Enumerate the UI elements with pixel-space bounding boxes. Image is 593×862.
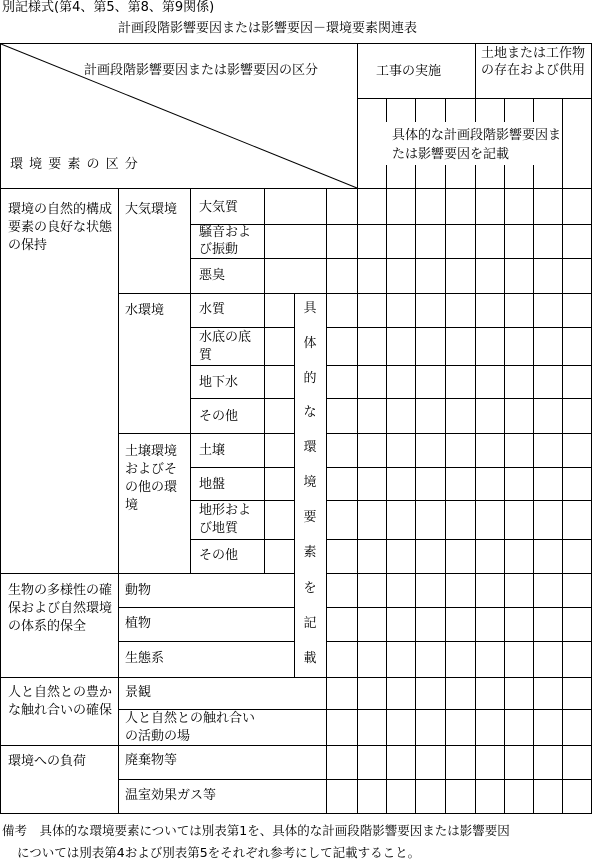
- category-nature-contact: 人と自然との豊かな触れ合いの確保: [8, 685, 113, 718]
- subcategory-landscape: 景観: [125, 685, 152, 700]
- subcategory-nature-contact-place: 人と自然との触れ合いの活動の場: [125, 711, 256, 744]
- item-soil: 土壌: [199, 443, 226, 458]
- remarks-line-2: については別表第4および別表第5をそれぞれ参考にして記載すること。: [17, 845, 421, 860]
- vertical-note-char: 境: [303, 475, 317, 490]
- vertical-note-char: 体: [303, 336, 317, 351]
- form-label: 別記様式(第4、第5、第8、第9関係): [2, 0, 215, 15]
- construction-label: 工事の実施: [376, 64, 442, 79]
- category-environmental-load: 環境への負荷: [8, 754, 87, 769]
- vertical-note-char: 要: [303, 510, 317, 525]
- item-noise-vibration: 騒音および振動: [199, 225, 252, 257]
- item-soil-other: その他: [199, 548, 239, 563]
- item-ground: 地盤: [199, 477, 226, 492]
- subcategory-ghg: 温室効果ガス等: [125, 788, 217, 803]
- vertical-note-char: 素: [303, 545, 317, 560]
- item-odor: 悪臭: [199, 268, 226, 283]
- item-sediment: 水底の底質: [199, 330, 252, 363]
- vertical-note-char: 的: [303, 371, 317, 386]
- item-groundwater: 地下水: [199, 375, 239, 390]
- category-natural-components: 環境の自然的構成要素の良好な状態の保持: [8, 202, 113, 253]
- item-water-quality: 水質: [199, 302, 226, 317]
- remarks-line-1: 備考 具体的な環境要素については別表第1を、具体的な計画段階影響要因または影響要因: [2, 823, 510, 838]
- vertical-note-char: な: [303, 405, 317, 420]
- vertical-note-char: 記: [303, 616, 317, 631]
- land-existence-label: 土地または工作物の存在および供用: [481, 46, 586, 78]
- item-air-quality: 大気質: [199, 200, 239, 215]
- subcategory-air: 大気環境: [125, 202, 178, 217]
- subcategory-ecosystem: 生態系: [125, 651, 165, 666]
- subcategory-water: 水環境: [125, 303, 165, 318]
- subcategory-plants: 植物: [125, 616, 152, 631]
- subcategory-soil: 土壌環境およびその他の環境: [125, 444, 178, 513]
- factor-division-label: 計画段階影響要因または影響要因の区分: [84, 63, 319, 78]
- subcategory-waste: 廃棄物等: [125, 753, 178, 768]
- specific-factor-note: 具体的な計画段階影響要因または影響要因を記載: [392, 128, 562, 162]
- category-biodiversity: 生物の多様性の確保および自然環境の体系的保全: [8, 583, 113, 634]
- item-water-other: その他: [199, 409, 239, 424]
- vertical-note-char: 環: [303, 440, 317, 455]
- vertical-note-char: 載: [303, 651, 317, 666]
- table-title: 計画段階影響要因または影響要因－環境要素関連表: [118, 21, 418, 36]
- item-topography-geology: 地形および地質: [199, 503, 252, 536]
- vertical-note-char: を: [303, 581, 317, 596]
- element-division-label: 環 境 要 素 の 区 分: [10, 157, 139, 172]
- vertical-note-char: 具: [303, 301, 317, 316]
- subcategory-animals: 動物: [125, 583, 152, 598]
